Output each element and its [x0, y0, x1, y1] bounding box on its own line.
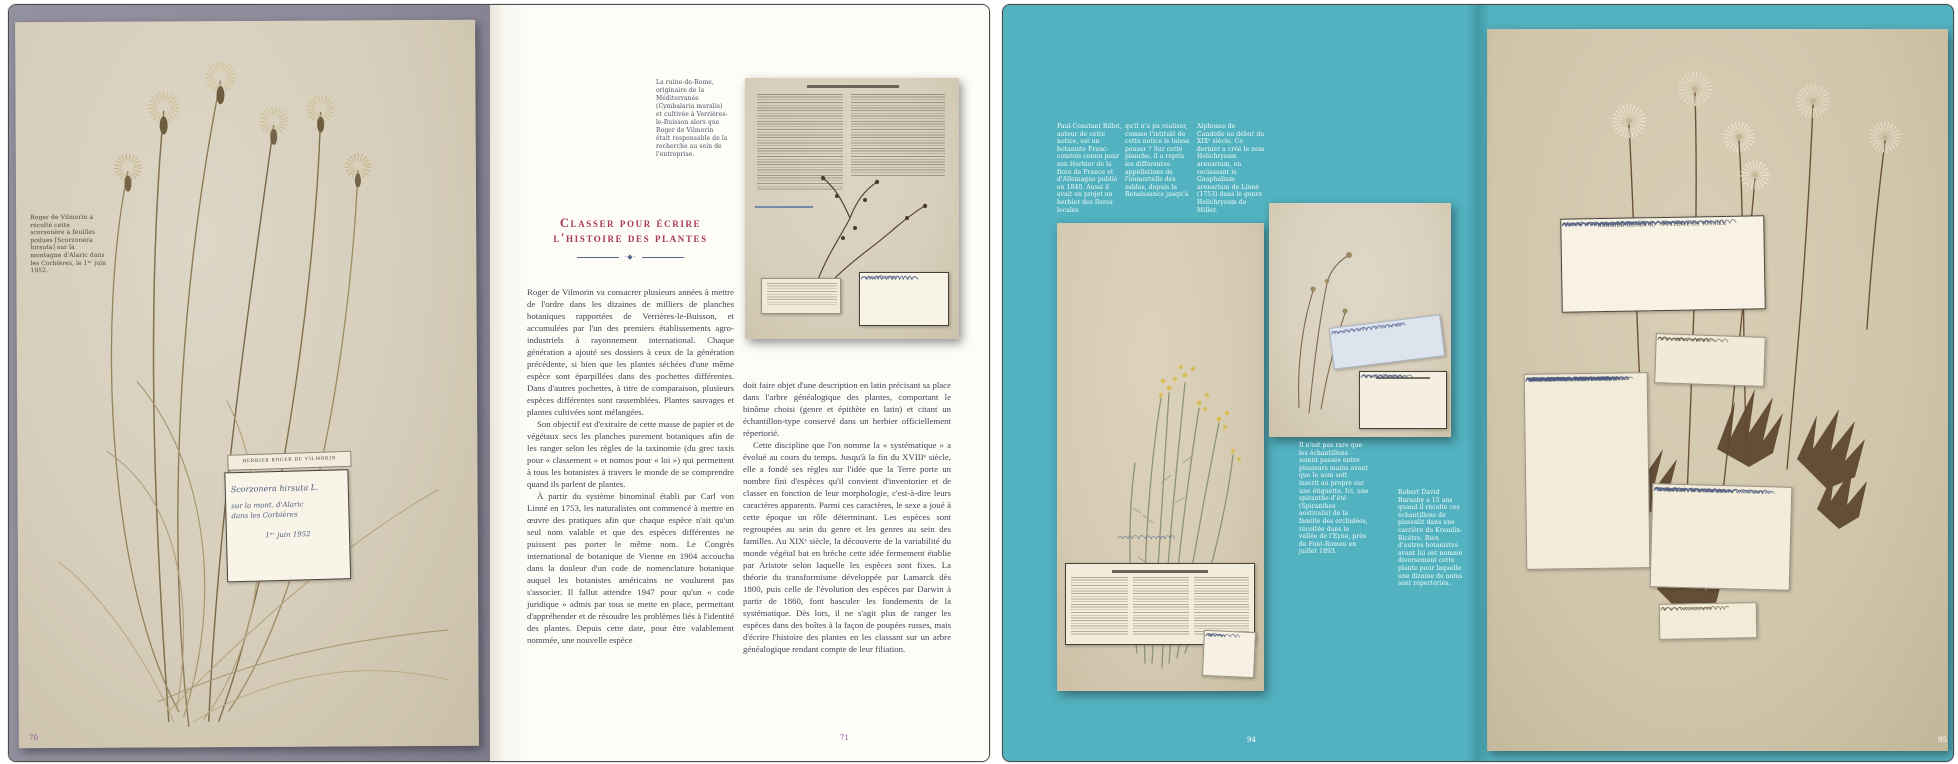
- page-number-94: 94: [1247, 736, 1256, 744]
- label-line: dans les Corbières: [231, 510, 298, 521]
- jussieu-label-header: HERBIER GÉNÉRAL · SYSTÈME DE JUSSIEU: [1597, 220, 1728, 230]
- caption-candolle: Alphonse de Candolle au début du XIXᵉ siècle. Ce dernier a créé le nom Helichrysum arenarium, en reclassant le Gnaphalium arenarium de Linné (1753) dans le genre Helichrysum de Miller.: [1197, 123, 1265, 214]
- label-line: Scorzonera hirsuta L.: [230, 482, 319, 495]
- handwriting-lines: [1665, 607, 1751, 609]
- handwriting-line: [1657, 334, 1711, 344]
- herbarium-stamp-label: HERBIER ROGER DE VILMORIN: [227, 451, 351, 471]
- handwriting-lines: [1530, 383, 1642, 385]
- notice-title-bar: [1112, 570, 1208, 573]
- notice-micro-text: [1194, 577, 1249, 635]
- body-paragraph: doit faire objet d'une description en latin précisant sa place dans l'arbre généalogique des plantes, comportant le binôme choisi (genre et épithète en latin) et citant un échantillon-type conservé dans un herbier officiellement répertorié.: [743, 380, 951, 438]
- photo-caption-scorzonera: Roger de Vilmorin a récolté cette scorsonère à feuilles poilues [Scorzonera hirsuta] sur la montagne d'Alaric dans les Corbières, le 1ᵉʳ juin 1952.: [30, 213, 107, 275]
- handwriting-lines: [1658, 492, 1786, 495]
- caption-billot: Paul-Constant Billot, auteur de cette notice, est un botaniste Franc-comtois connu pour son Herbier de la flore de France et d'Allemagne publié en 1840. Aussi il avait en projet un herbier des flores locales: [1057, 123, 1122, 214]
- manuscript-label-bottom: [1650, 483, 1793, 591]
- caption-barneby: Robert David Barneby a 15 ans quand il récolte ces échantillons de pissenlit dans une carrière du Kremlin-Bicêtre. Bien d'autres botanistes avant lui ont nommé diversement cette plante pour laquelle une dizaine de noms sont répertoriés.: [1398, 489, 1463, 588]
- herbarium-photo-scorzonera: [15, 20, 479, 748]
- label-line: sur la mont. d'Alaric: [231, 500, 304, 511]
- handwriting-line: [1205, 631, 1230, 639]
- book-spread-94-95: [1002, 4, 1954, 762]
- handwriting-line: [1525, 374, 1616, 384]
- page-number-70: 70: [29, 734, 38, 742]
- chapter-ornament: [527, 254, 734, 261]
- handwriting-lines: [1210, 635, 1250, 637]
- page-number-95: 95: [1938, 736, 1947, 744]
- book-spread-70-71: [8, 4, 990, 762]
- handwriting-lines: [1566, 231, 1758, 234]
- page-70: [9, 5, 490, 761]
- ornament-rule: [577, 257, 619, 258]
- handwriting-lines: [1336, 324, 1435, 336]
- page-94: [1003, 5, 1478, 761]
- small-chit-label: [1202, 630, 1256, 678]
- herbarium-photo-immortelle: [1057, 223, 1264, 691]
- herbarium-notice-photo: [745, 78, 959, 339]
- handwriting-line: [1360, 372, 1407, 380]
- printed-chit-label: [1359, 371, 1447, 429]
- handwriting-line: [1653, 484, 1730, 495]
- handwriting-line: [860, 273, 903, 281]
- caption-billot-suite: qu'il n'a pu réaliser, comme l'intitulé de cette notice le laisse penser ? Sur cette planche, il a repris les différentes appellations de l'immortelle des sables, depuis la Renaissance jusqu'à: [1125, 123, 1190, 199]
- ornament-rule: [642, 257, 684, 258]
- jussieu-label: [1560, 215, 1766, 313]
- chapter-title: [527, 216, 734, 246]
- chapter-title-line2: l'histoire des plantes: [553, 231, 708, 245]
- manuscript-label-left: [1524, 372, 1651, 570]
- herbarium-photo-pissenlit: [1487, 29, 1948, 751]
- chit-label: [1654, 333, 1766, 387]
- photo-caption-cymbalaria: La ruine-de-Rome, originaire de la Méditerranée (Cymbalaria muralis) et cultivée à Verrières-le-Buisson alors que Roger de Vilmorin était responsable de la recherche au sein de l'entreprise.: [656, 79, 728, 158]
- handwriting-lines: [1626, 232, 1758, 234]
- specimen-label: [224, 469, 351, 582]
- text-column-2: [743, 379, 951, 655]
- notice-micro-text: [1071, 577, 1128, 635]
- handwriting-lines: [1662, 338, 1760, 341]
- body-paragraph: À partir du système binominal établi par Carl von Linné en 1753, les naturalistes ont commencé à mettre en œuvre des pratiques afin que chaque espèce n'ait qu'un seul nom valable et que des espèces différentes ne puissent pas porter le même nom. Le Congrès international de botanique de Vienne en 1904 accoucha dans la douleur d'un code de nomenclature botanique auquel les botanistes américains ne voulurent pas s'associer. Il fallut attendre 1947 pour qu'un « code juridique » admis par tous se mette en place, permettant d'appréhender et de résoudre les problèmes liés à l'identité des plantes. Depuis cette date, pour être valablement nommée, une nouvelle espèce: [527, 491, 734, 645]
- stamp-micro-text: [767, 283, 837, 305]
- text-column-1: [527, 286, 734, 646]
- label-line: 1ᵉʳ juin 1952: [265, 530, 311, 540]
- notice-micro-text: [1133, 577, 1190, 635]
- small-manuscript-chit: [1659, 602, 1758, 640]
- handwriting-line: [1561, 218, 1647, 228]
- handwriting-line: [1117, 533, 1177, 541]
- small-stamp-label: [761, 278, 841, 314]
- body-paragraph: Roger de Vilmorin va consacrer plusieurs années à mettre de l'ordre dans les dizaines de milliers de planches botaniques rapportées de Verrières-le-Buisson, et accumulées par l'un des premiers établissements agro-industriels à rayonnement international. Chaque génération a ajouté ses dossiers à ceux de la génération précédente, si bien que les plantes séchées d'une même espèce sont éparpillées dans des pochettes différentes. Dans d'autres pochettes, à titre de comparaison, plusieurs espèces différentes sont rassemblées. Plantes sauvages et plantes cultivées sont mélangées.: [527, 287, 734, 417]
- bordered-label: [859, 272, 949, 326]
- body-paragraph: Son objectif est d'extraire de cette masse de papier et de végétaux secs les planches purement botaniques afin de les ranger selon les règles de la taxinomie (du grec taxis pour « classement » et nomos pour « loi ») qui permettent à tous les botanistes à travers le monde de se comprendre quand ils parlent de plantes.: [527, 419, 734, 489]
- herbarium-photo-spiranthe: [1269, 203, 1451, 437]
- page-95: [1478, 5, 1953, 761]
- notice-columns: [1071, 577, 1249, 635]
- chapter-title-line1: Classer pour écrire: [559, 216, 702, 230]
- spread-gutter-shadow: [1466, 5, 1490, 761]
- handwriting-line: [1660, 604, 1729, 613]
- body-paragraph: Cette discipline que l'on nomme la « systématique » a évolué au cours du temps. Jusqu'à la fin du XVIIIᵉ siècle, elle a fondé ses règles sur l'idée que la Terre porte un nombre fini d'espèces qu'il convient d'inventorier et de classer en fonction de leur morphologie, c'est-à-dire leurs caractères apparents. Parmi ces caractères, le sexe a joué à cette époque un rôle déterminant. Les espèces sont regroupées au sein du genre et les genres au sein des familles. Au XIXᵉ siècle, la découverte de la variabilité du monde végétal bat en brèche cette idée fermement établie par Aristote selon laquelle les espèces sont fixes. La théorie du transformisme développée par Lamarck dès 1800, puis celle de l'évolution des espèces par Darwin à partir de 1860, font basculer les fondements de la systématique. Dès lors, il ne s'agit plus de ranger les espèces dans des boîtes à la façon de poupées russes, mais d'écrire l'histoire des plantes en les classant sur un arbre généalogique rendant compte de leur filiation.: [743, 440, 951, 654]
- dried-plant-scorzonera: [15, 20, 479, 748]
- page-number-71: 71: [840, 734, 849, 742]
- page-71: [490, 5, 989, 761]
- caption-spiranthe: Il n'est pas rare que les échantillons soient passés entre plusieurs mains avant que le nom soit inscrit au propre sur une étiquette. Ici, une spiranthe d'été (Spiranthes aestivalis) de la famille des orchidées, récoltée dans la vallée de l'Eyne, près de Font-Romeu en juillet 1893.: [1299, 442, 1369, 556]
- fleuron-icon: ·◆·: [624, 253, 637, 261]
